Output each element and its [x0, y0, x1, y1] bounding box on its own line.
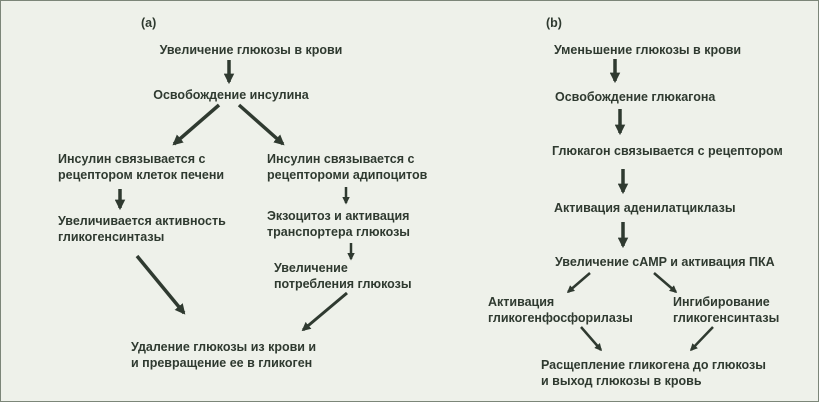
node-glucose-drop: Уменьшение глюкозы в крови: [554, 43, 742, 57]
node-glucose-rise: Увеличение глюкозы в крови: [159, 43, 343, 57]
node-glucagon-binding: Глюкагон связывается с рецептором: [552, 144, 783, 158]
node-result-a: Удаление глюкозы из крови и и превращение ее в гликоген: [131, 340, 317, 370]
arrow-insulin-to-liver: [174, 105, 219, 144]
node-camp: Увеличение cAMP и активация ПКА: [555, 255, 775, 269]
node-phosphorylase: Активация гликогенфосфорилазы: [488, 295, 633, 325]
arrow-inhibition-to-result: [691, 327, 713, 350]
node-result-b: Расщепление гликогена до глюкозы и выход глюкозы в кровь: [541, 358, 766, 388]
node-adenylate: Активация аденилатциклазы: [554, 201, 736, 215]
node-glycogen-synthase: Увеличивается активность гликогенсинтазы: [58, 214, 226, 244]
arrow-synthase-to-result: [137, 256, 184, 313]
node-glucagon-release: Освобождение глюкагона: [555, 90, 716, 104]
arrow-insulin-to-adipocyte: [239, 105, 283, 144]
node-exocytosis: Экзоцитоз и активация транспортера глюкозы: [267, 209, 410, 239]
node-uptake: Увеличение потребления глюкозы: [274, 261, 412, 291]
node-synthase-inhibition: Ингибирование гликогенсинтазы: [673, 295, 780, 325]
node-insulin-release: Освобождение инсулина: [153, 88, 309, 102]
arrow-camp-to-inhibition: [654, 273, 676, 292]
arrow-camp-to-phosphorylase: [568, 273, 590, 292]
node-liver-binding: Инсулин связывается с рецептором клеток печени: [58, 152, 225, 182]
panel-a-label: (a): [141, 16, 157, 30]
arrow-phosphorylase-to-result: [581, 327, 601, 350]
arrow-uptake-to-result: [303, 293, 347, 330]
node-adipocyte-binding: Инсулин связывается с рецептороми адипоцитов: [267, 152, 428, 182]
panel-b-label: (b): [546, 16, 562, 30]
